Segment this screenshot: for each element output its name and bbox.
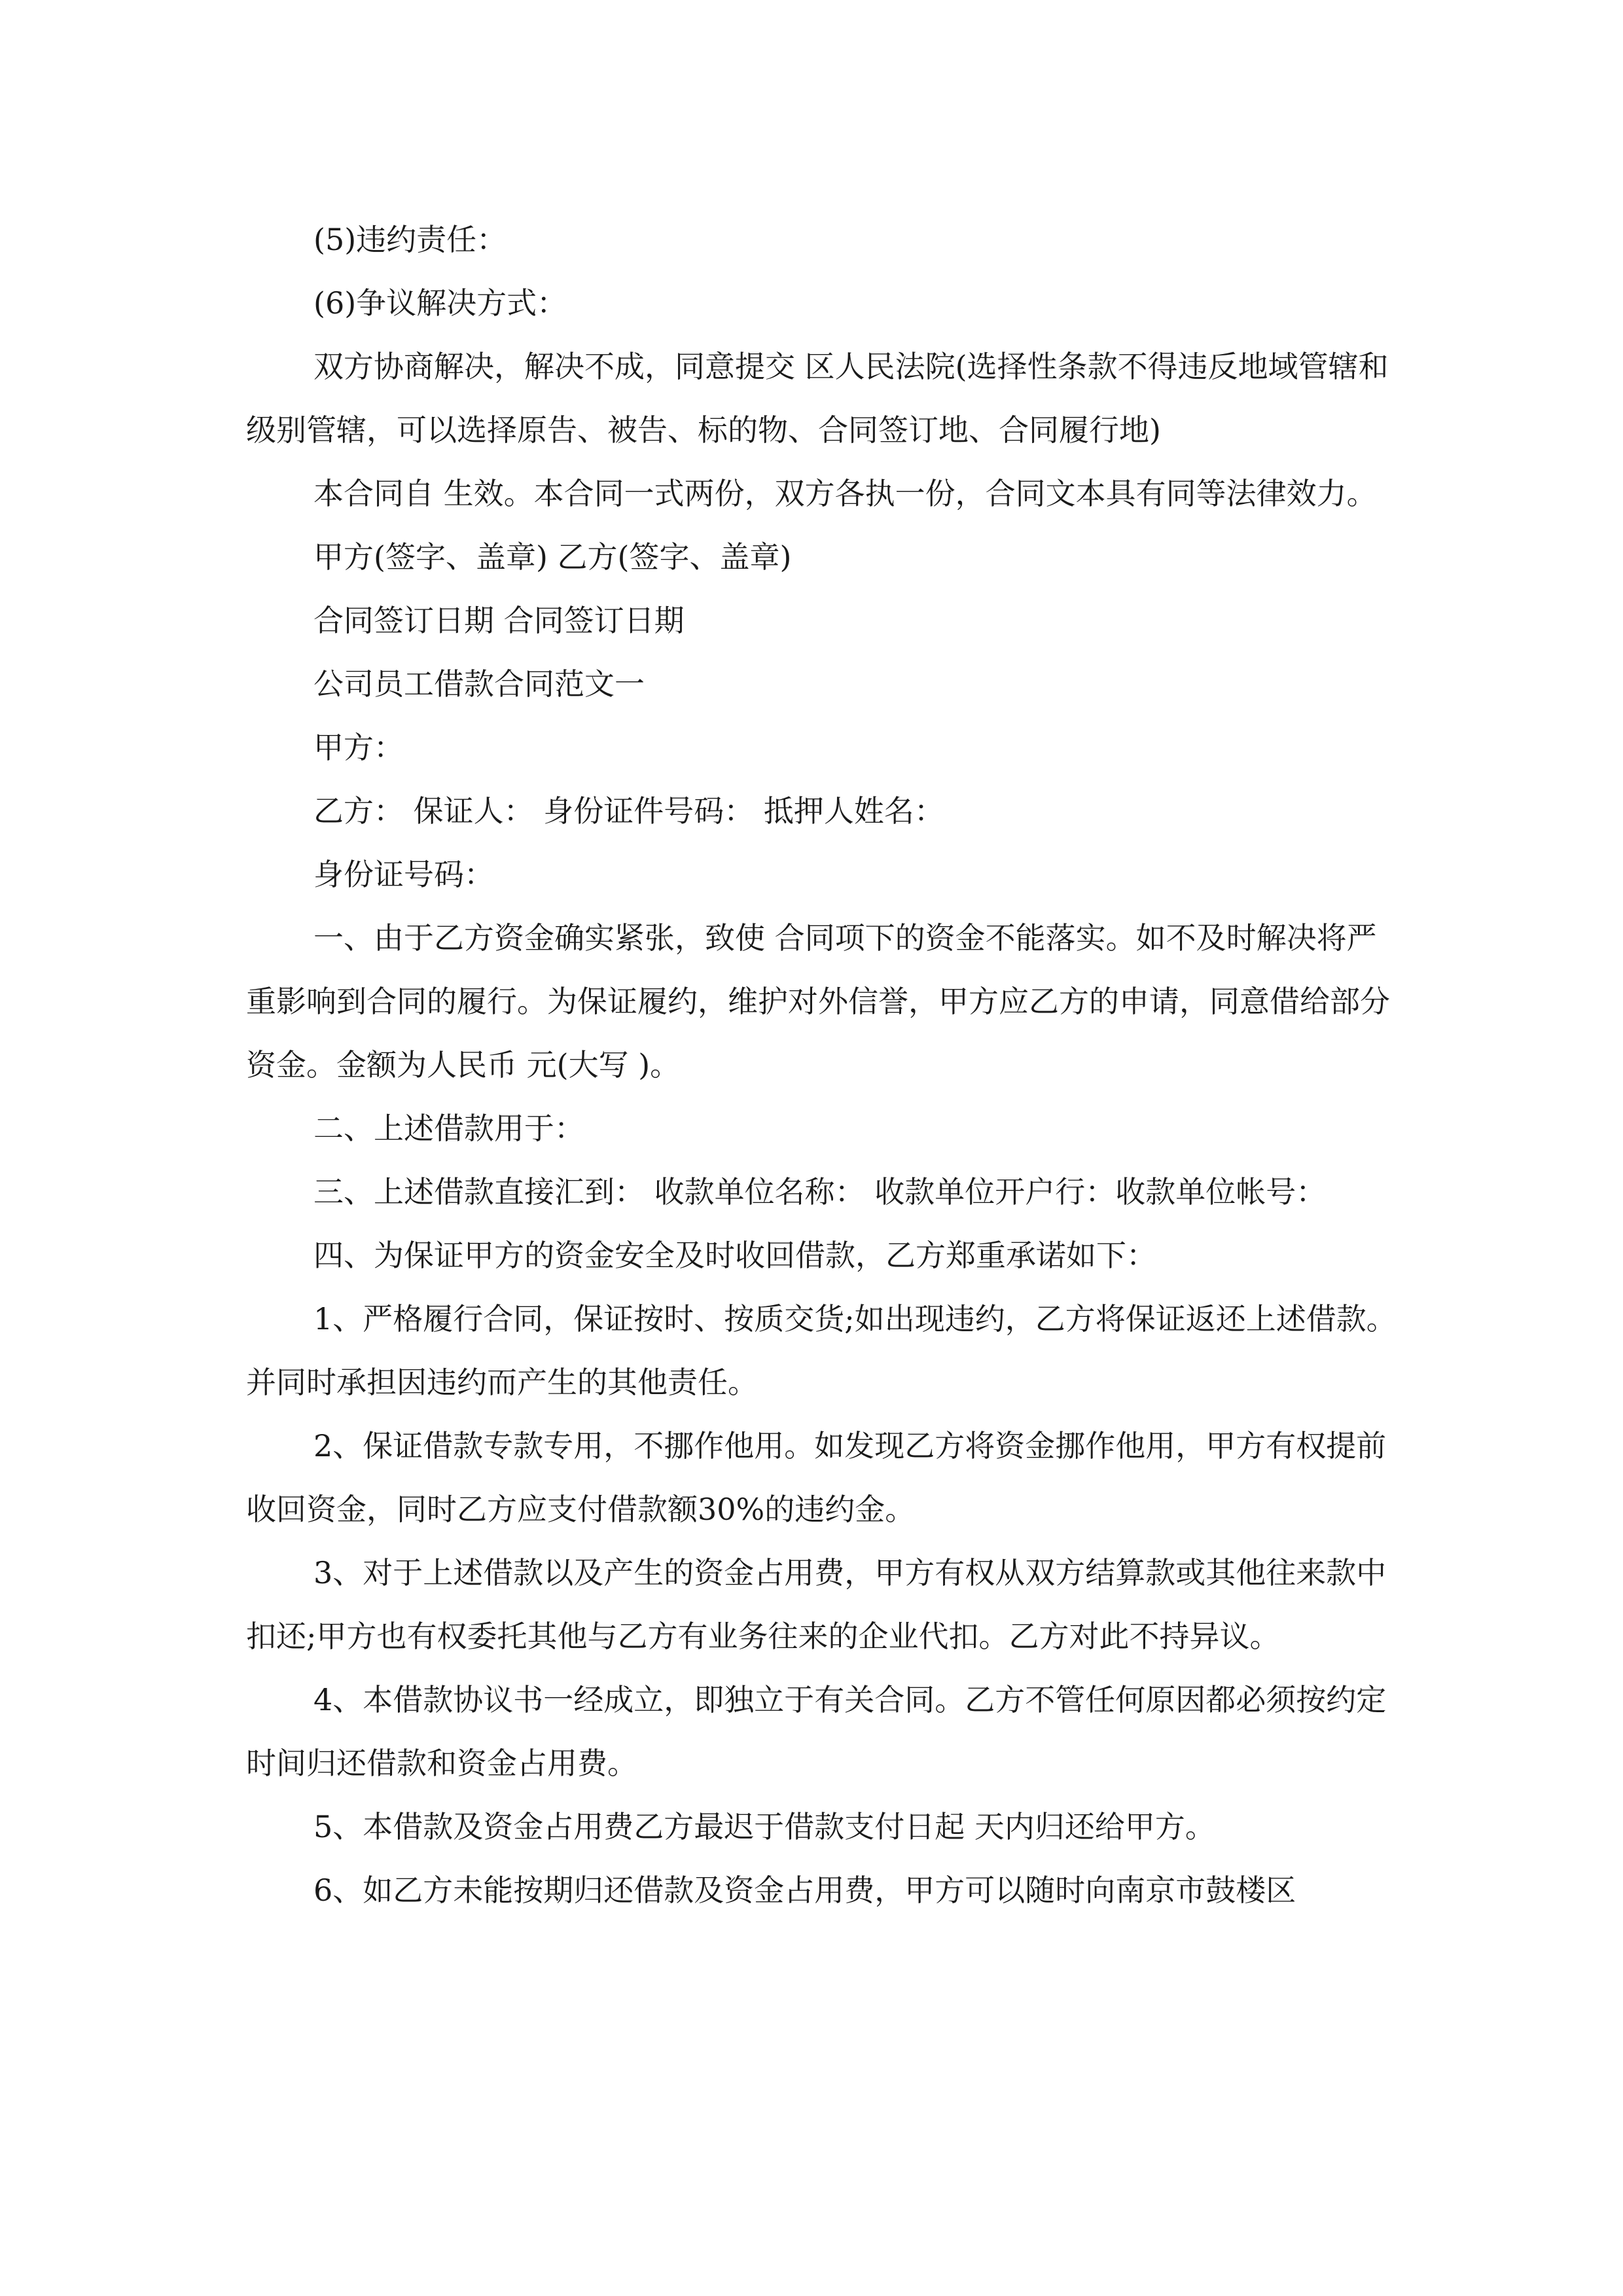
article-2: 二、上述借款用于： <box>313 1111 584 1146</box>
paragraph-contract-effect: 本合同自 生效。本合同一式两份，双方各执一份，合同文本具有同等法律效力。 <box>313 476 1377 511</box>
paragraph-court-jurisdiction: 双方协商解决，解决不成，同意提交 区人民法院(选择性条款不得违反地域管辖和级别管辖，可以选择原告、被告、标的物、合同签订地、合同履行地) <box>246 349 1389 448</box>
promise-2: 2、保证借款专款专用，不挪作他用。如发现乙方将资金挪作他用，甲方有权提前收回资金，同时乙方应支付借款额30%的违约金。 <box>246 1428 1387 1527</box>
signature-line: 甲方(签字、盖章) 乙方(签字、盖章) <box>313 539 792 575</box>
party-b-guarantor-line: 乙方： 保证人： 身份证件号码： 抵押人姓名： <box>313 793 944 829</box>
promise-4: 4、本借款协议书一经成立，即独立于有关合同。乙方不管任何原因都必须按约定时间归还借款和资金占用费。 <box>246 1682 1387 1781</box>
clause-dispute-resolution: (6)争议解决方式： <box>313 285 567 321</box>
promise-1: 1、严格履行合同，保证按时、按质交货;如出现违约，乙方将保证返还上述借款。并同时承担因违约而产生的其他责任。 <box>246 1301 1397 1400</box>
signing-date-line: 合同签订日期 合同签订日期 <box>313 603 685 638</box>
id-number-line: 身份证号码： <box>313 857 494 892</box>
article-4: 四、为保证甲方的资金安全及时收回借款，乙方郑重承诺如下： <box>313 1238 1156 1273</box>
article-3: 三、上述借款直接汇到： 收款单位名称： 收款单位开户行：收款单位帐号： <box>313 1174 1327 1210</box>
section-title: 公司员工借款合同范文一 <box>313 666 645 702</box>
promise-5: 5、本借款及资金占用费乙方最迟于借款支付日起 天内归还给甲方。 <box>313 1809 1215 1844</box>
document-body <box>246 208 1398 1922</box>
party-a-line: 甲方： <box>313 730 404 765</box>
promise-6: 6、如乙方未能按期归还借款及资金占用费，甲方可以随时向南京市鼓楼区 <box>313 1873 1296 1908</box>
article-1: 一、由于乙方资金确实紧张，致使 合同项下的资金不能落实。如不及时解决将严重影响到合同的履行。为保证履约，维护对外信誉，甲方应乙方的申请，同意借给部分资金。金额为人民币 元(大写 )。 <box>246 920 1390 1083</box>
promise-3: 3、对于上述借款以及产生的资金占用费，甲方有权从双方结算款或其他往来款中扣还;甲方也有权委托其他与乙方有业务往来的企业代扣。乙方对此不持异议。 <box>246 1555 1387 1654</box>
clause-breach-liability: (5)违约责任： <box>313 222 507 257</box>
